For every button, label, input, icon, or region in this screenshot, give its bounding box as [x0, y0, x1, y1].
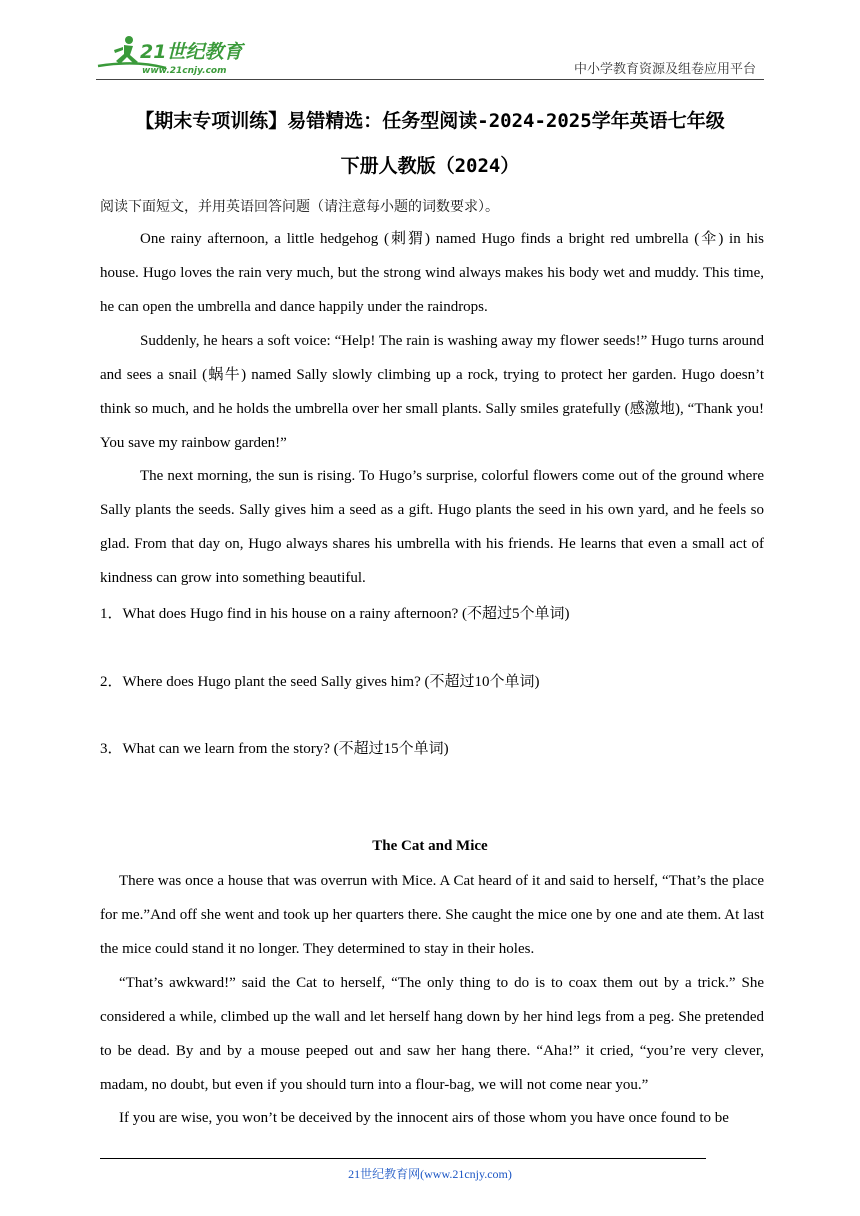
question-2: 2．Where does Hugo plant the seed Sally gives him? (不超过10个单词) — [100, 674, 540, 690]
page-header — [96, 30, 764, 80]
question-3: 3．What can we learn from the story? (不超过15个单词) — [100, 741, 449, 757]
passage2-paragraph: If you are wise, you won’t be deceived by the innocent airs of those whom you have once found to be — [119, 1110, 729, 1126]
runner-icon — [114, 36, 138, 64]
doc-title-line2: 下册人教版（2024） — [340, 155, 520, 177]
logo-main-text: 21世纪教育 — [140, 41, 243, 63]
footer-text[interactable]: 21世纪教育网(www.21cnjy.com) — [348, 1167, 512, 1181]
header-divider — [96, 79, 764, 80]
question-1: 1．What does Hugo find in his house on a rainy afternoon? (不超过5个单词) — [100, 606, 570, 622]
instruction: 阅读下面短文，并用英语回答问题（请注意每小题的词数要求）。 — [100, 199, 499, 215]
passage2-paragraph: “That’s awkward!” said the Cat to herself, “The only thing to do is to coax them out by a trick.” She considered a while, climbed up the wall and let herself hang down by her hind legs from a peg. She pretended to be dead. By and by a mouse peeped out and saw her hang there. “Aha!” it cried, “you’re very clever, madam, no doubt, but even if you should turn into a flour-bag, we will not come near you.” — [100, 975, 764, 1093]
doc-title-line1: 【期末专项训练】易错精选：任务型阅读-2024-2025学年英语七年级 — [135, 110, 725, 132]
logo-21cnjy — [96, 32, 266, 76]
passage1-paragraph: The next morning, the sun is rising. To Hugo’s surprise, colorful flowers come out of the ground where Sally plants the seeds. Sally gives him a seed as a gift. Hugo plants the seed in his own yard, and he feels so glad. From that day on, Hugo always shares his umbrella with his friends. He learns that even a small act of kindness can grow into something beautiful. — [100, 468, 764, 586]
passage1-paragraph: Suddenly, he hears a soft voice: “Help! The rain is washing away my flower seeds!” Hugo turns around and sees a snail (蜗牛) named Sally slowly climbing up a rock, trying to protect her garden. Hugo doesn’t think so much, and he holds the umbrella over her small plants. Sally smiles gratefully (感激地), “Thank you! You save my rainbow garden!” — [100, 333, 764, 451]
passage2-paragraph: There was once a house that was overrun with Mice. A Cat heard of it and said to herself, “That’s the place for me.”And off she went and took up her quarters there. She caught the mice one by one and ate them. At last the mice could stand it no longer. They determined to stay in their holes. — [100, 873, 764, 957]
site-tagline: 中小学教育资源及组卷应用平台 — [573, 62, 756, 77]
passage1-paragraph: One rainy afternoon, a little hedgehog (刺猬) named Hugo finds a bright red umbrella (伞) in his house. Hugo loves the rain very much, but the strong wind always makes his body wet and muddy. This time, he can open the umbrella and dance happily under the raindrops. — [100, 231, 764, 315]
passage2-title: The Cat and Mice — [372, 838, 488, 854]
footer-divider — [100, 1158, 706, 1159]
logo-sub-text: www.21cnjy.com — [142, 66, 227, 76]
